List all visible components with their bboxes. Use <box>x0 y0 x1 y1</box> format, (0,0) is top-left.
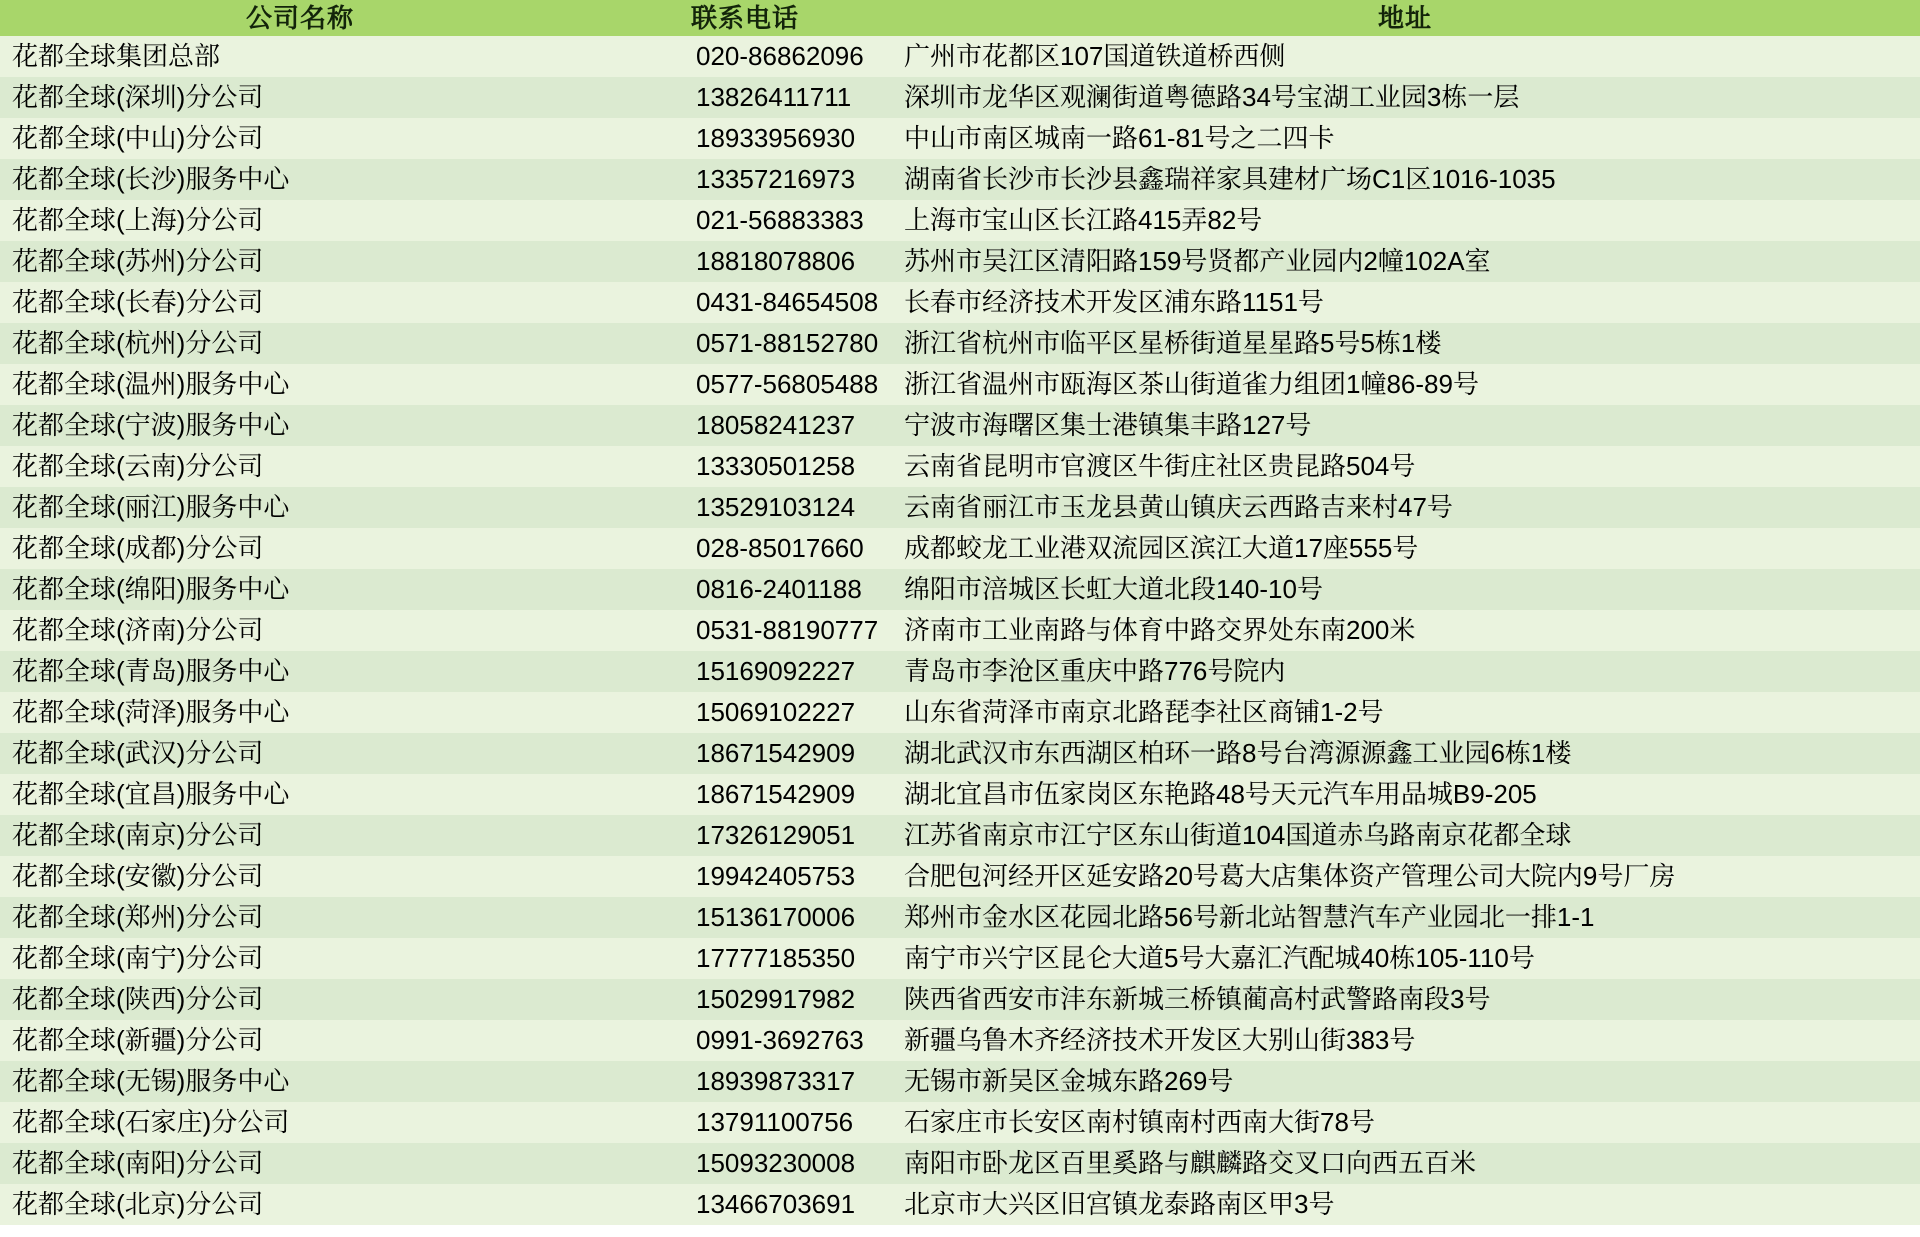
address-text: 云南省丽江市玉龙县黄山镇庆云西路吉来村47号 <box>904 492 1453 522</box>
company-name-text: 花都全球(陕西)分公司 <box>12 984 264 1014</box>
company-name-text: 花都全球(郑州)分公司 <box>12 902 264 932</box>
cell-company-name <box>0 159 600 200</box>
cell-address <box>890 774 1920 815</box>
table-row <box>0 323 1920 364</box>
cell-company-name <box>0 1184 600 1225</box>
cell-phone <box>600 733 890 774</box>
company-name-text: 花都全球(长春)分公司 <box>12 287 264 317</box>
address-text: 石家庄市长安区南村镇南村西南大街78号 <box>904 1107 1375 1137</box>
phone-text: 15029917982 <box>696 984 856 1014</box>
company-name-text: 花都全球(宁波)服务中心 <box>12 410 290 440</box>
company-name-text: 花都全球(深圳)分公司 <box>12 82 264 112</box>
cell-address <box>890 487 1920 528</box>
cell-company-name <box>0 979 600 1020</box>
company-name-text: 花都全球(武汉)分公司 <box>12 738 264 768</box>
address-text: 北京市大兴区旧宫镇龙泰路南区甲3号 <box>904 1189 1335 1219</box>
cell-phone <box>600 815 890 856</box>
address-text: 江苏省南京市江宁区东山街道104国道赤乌路南京花都全球 <box>904 820 1572 850</box>
phone-text: 18671542909 <box>696 779 856 809</box>
company-name-text: 花都全球(中山)分公司 <box>12 123 264 153</box>
cell-company-name <box>0 1143 600 1184</box>
cell-company-name <box>0 241 600 282</box>
table-row <box>0 1184 1920 1225</box>
cell-phone <box>600 446 890 487</box>
table-row <box>0 159 1920 200</box>
cell-address <box>890 118 1920 159</box>
cell-company-name <box>0 487 600 528</box>
cell-address <box>890 36 1920 77</box>
cell-company-name <box>0 774 600 815</box>
cell-company-name <box>0 815 600 856</box>
cell-company-name <box>0 569 600 610</box>
company-name-text: 花都全球集团总部 <box>12 41 221 71</box>
company-name-text: 花都全球(宜昌)服务中心 <box>12 779 290 809</box>
cell-company-name <box>0 200 600 241</box>
cell-phone <box>600 856 890 897</box>
cell-company-name <box>0 446 600 487</box>
cell-address <box>890 815 1920 856</box>
cell-phone <box>600 528 890 569</box>
phone-text: 19942405753 <box>696 861 856 891</box>
address-text: 成都蛟龙工业港双流园区滨江大道17座555号 <box>904 533 1419 563</box>
cell-company-name <box>0 118 600 159</box>
address-text: 宁波市海曙区集士港镇集丰路127号 <box>904 410 1312 440</box>
table-row <box>0 733 1920 774</box>
phone-text: 18671542909 <box>696 738 856 768</box>
table-row <box>0 897 1920 938</box>
table-row <box>0 241 1920 282</box>
company-name-text: 花都全球(温州)服务中心 <box>12 369 290 399</box>
cell-phone <box>600 569 890 610</box>
phone-text: 15069102227 <box>696 697 856 727</box>
company-name-text: 花都全球(上海)分公司 <box>12 205 264 235</box>
address-text: 广州市花都区107国道铁道桥西侧 <box>904 41 1286 71</box>
phone-text: 18058241237 <box>696 410 856 440</box>
table-row <box>0 364 1920 405</box>
cell-company-name <box>0 364 600 405</box>
cell-address <box>890 282 1920 323</box>
table-row <box>0 200 1920 241</box>
company-name-text: 花都全球(青岛)服务中心 <box>12 656 290 686</box>
phone-text: 13330501258 <box>696 451 856 481</box>
company-name-text: 花都全球(石家庄)分公司 <box>12 1107 290 1137</box>
cell-address <box>890 569 1920 610</box>
address-text: 合肥包河经开区延安路20号葛大店集体资产管理公司大院内9号厂房 <box>904 861 1676 891</box>
company-name-text: 花都全球(南宁)分公司 <box>12 943 264 973</box>
cell-company-name <box>0 323 600 364</box>
address-text: 青岛市李沧区重庆中路776号院内 <box>904 656 1286 686</box>
address-text: 浙江省温州市瓯海区茶山街道雀力组团1幢86-89号 <box>904 369 1479 399</box>
cell-company-name <box>0 282 600 323</box>
cell-address <box>890 528 1920 569</box>
cell-company-name <box>0 405 600 446</box>
cell-company-name <box>0 897 600 938</box>
address-text: 无锡市新吴区金城东路269号 <box>904 1066 1234 1096</box>
cell-address <box>890 979 1920 1020</box>
address-text: 湖北宜昌市伍家岗区东艳路48号天元汽车用品城B9-205 <box>904 779 1537 809</box>
cell-address <box>890 405 1920 446</box>
cell-phone <box>600 692 890 733</box>
cell-phone <box>600 323 890 364</box>
table-row <box>0 569 1920 610</box>
phone-text: 0571-88152780 <box>696 328 879 358</box>
cell-address <box>890 364 1920 405</box>
company-name-text: 花都全球(无锡)服务中心 <box>12 1066 290 1096</box>
cell-phone <box>600 200 890 241</box>
table-body <box>0 36 1920 1225</box>
cell-company-name <box>0 938 600 979</box>
phone-text: 13791100756 <box>696 1107 854 1137</box>
cell-phone <box>600 938 890 979</box>
cell-phone <box>600 610 890 651</box>
phone-text: 13529103124 <box>696 492 856 522</box>
table-row <box>0 528 1920 569</box>
table-row <box>0 282 1920 323</box>
table-row <box>0 446 1920 487</box>
table-row <box>0 815 1920 856</box>
phone-text: 18818078806 <box>696 246 856 276</box>
phone-text: 17326129051 <box>696 820 856 850</box>
table-row <box>0 938 1920 979</box>
cell-address <box>890 692 1920 733</box>
address-text: 上海市宝山区长江路415弄82号 <box>904 205 1263 235</box>
phone-text: 0816-2401188 <box>696 574 862 604</box>
phone-text: 028-85017660 <box>696 533 864 563</box>
cell-address <box>890 651 1920 692</box>
cell-address <box>890 856 1920 897</box>
address-text: 济南市工业南路与体育中路交界处东南200米 <box>904 615 1416 645</box>
table-row <box>0 774 1920 815</box>
address-text: 南阳市卧龙区百里奚路与麒麟路交叉口向西五百米 <box>904 1148 1477 1178</box>
address-text: 绵阳市涪城区长虹大道北段140-10号 <box>904 574 1323 604</box>
phone-text: 17777185350 <box>696 943 856 973</box>
column-header-company-name: 公司名称 <box>0 0 600 36</box>
address-text: 浙江省杭州市临平区星桥街道星星路5号5栋1楼 <box>904 328 1442 358</box>
table-row <box>0 118 1920 159</box>
cell-address <box>890 1020 1920 1061</box>
address-text: 深圳市龙华区观澜街道粤德路34号宝湖工业园3栋一层 <box>904 82 1520 112</box>
cell-phone <box>600 897 890 938</box>
cell-address <box>890 1102 1920 1143</box>
cell-address <box>890 200 1920 241</box>
phone-text: 0431-84654508 <box>696 287 879 317</box>
company-name-text: 花都全球(绵阳)服务中心 <box>12 574 290 604</box>
cell-address <box>890 610 1920 651</box>
cell-company-name <box>0 610 600 651</box>
company-name-text: 花都全球(南阳)分公司 <box>12 1148 264 1178</box>
cell-phone <box>600 118 890 159</box>
table-row <box>0 979 1920 1020</box>
cell-phone <box>600 774 890 815</box>
address-text: 新疆乌鲁木齐经济技术开发区大别山街383号 <box>904 1025 1416 1055</box>
cell-address <box>890 77 1920 118</box>
address-text: 郑州市金水区花园北路56号新北站智慧汽车产业园北一排1-1 <box>904 902 1595 932</box>
address-text: 湖北武汉市东西湖区柏环一路8号台湾源源鑫工业园6栋1楼 <box>904 738 1572 768</box>
company-name-text: 花都全球(丽江)服务中心 <box>12 492 290 522</box>
cell-company-name <box>0 1102 600 1143</box>
cell-company-name <box>0 528 600 569</box>
address-text: 湖南省长沙市长沙县鑫瑞祥家具建材广场C1区1016-1035 <box>904 164 1556 194</box>
cell-company-name <box>0 36 600 77</box>
cell-address <box>890 241 1920 282</box>
table-header-row <box>0 0 1920 36</box>
address-text: 山东省菏泽市南京北路琵李社区商铺1-2号 <box>904 697 1384 727</box>
address-text: 长春市经济技术开发区浦东路1151号 <box>904 287 1324 317</box>
company-name-text: 花都全球(长沙)服务中心 <box>12 164 290 194</box>
cell-phone <box>600 1184 890 1225</box>
phone-text: 15136170006 <box>696 902 856 932</box>
phone-text: 0991-3692763 <box>696 1025 864 1055</box>
phone-text: 021-56883383 <box>696 205 864 235</box>
cell-address <box>890 323 1920 364</box>
table-row <box>0 1020 1920 1061</box>
address-text: 陕西省西安市沣东新城三桥镇蔺高村武警路南段3号 <box>904 984 1491 1014</box>
cell-phone <box>600 405 890 446</box>
company-name-text: 花都全球(南京)分公司 <box>12 820 264 850</box>
table-row <box>0 1061 1920 1102</box>
cell-address <box>890 733 1920 774</box>
column-header-address: 地址 <box>890 0 1920 36</box>
cell-company-name <box>0 1020 600 1061</box>
address-text: 南宁市兴宁区昆仑大道5号大嘉汇汽配城40栋105-110号 <box>904 943 1535 973</box>
table-row <box>0 610 1920 651</box>
cell-phone <box>600 77 890 118</box>
phone-text: 020-86862096 <box>696 41 864 71</box>
table-row <box>0 1102 1920 1143</box>
cell-phone <box>600 1020 890 1061</box>
cell-phone <box>600 282 890 323</box>
cell-phone <box>600 159 890 200</box>
cell-phone <box>600 364 890 405</box>
phone-text: 18939873317 <box>696 1066 856 1096</box>
cell-address <box>890 446 1920 487</box>
cell-address <box>890 938 1920 979</box>
company-name-text: 花都全球(杭州)分公司 <box>12 328 264 358</box>
cell-address <box>890 159 1920 200</box>
cell-company-name <box>0 651 600 692</box>
table-row <box>0 405 1920 446</box>
address-text: 中山市南区城南一路61-81号之二四卡 <box>904 123 1335 153</box>
phone-text: 13466703691 <box>696 1189 856 1219</box>
cell-company-name <box>0 692 600 733</box>
cell-phone <box>600 1102 890 1143</box>
cell-phone <box>600 1061 890 1102</box>
phone-text: 0577-56805488 <box>696 369 879 399</box>
column-header-phone: 联系电话 <box>600 0 890 36</box>
cell-phone <box>600 241 890 282</box>
cell-company-name <box>0 733 600 774</box>
phone-text: 0531-88190777 <box>696 615 879 645</box>
phone-text: 18933956930 <box>696 123 856 153</box>
company-name-text: 花都全球(云南)分公司 <box>12 451 264 481</box>
table-row <box>0 692 1920 733</box>
cell-phone <box>600 487 890 528</box>
phone-text: 13357216973 <box>696 164 856 194</box>
company-name-text: 花都全球(菏泽)服务中心 <box>12 697 290 727</box>
phone-text: 15169092227 <box>696 656 856 686</box>
table-row <box>0 36 1920 77</box>
company-name-text: 花都全球(成都)分公司 <box>12 533 264 563</box>
address-text: 苏州市吴江区清阳路159号贤都产业园内2幢102A室 <box>904 246 1491 276</box>
table-row <box>0 487 1920 528</box>
cell-address <box>890 1184 1920 1225</box>
cell-phone <box>600 979 890 1020</box>
company-name-text: 花都全球(苏州)分公司 <box>12 246 264 276</box>
company-name-text: 花都全球(安徽)分公司 <box>12 861 264 891</box>
cell-company-name <box>0 856 600 897</box>
cell-company-name <box>0 77 600 118</box>
cell-address <box>890 1061 1920 1102</box>
cell-phone <box>600 1143 890 1184</box>
phone-text: 13826411711 <box>696 82 852 112</box>
company-name-text: 花都全球(北京)分公司 <box>12 1189 264 1219</box>
phone-text: 15093230008 <box>696 1148 856 1178</box>
cell-phone <box>600 651 890 692</box>
table-header <box>0 0 1920 36</box>
table-row <box>0 856 1920 897</box>
company-name-text: 花都全球(新疆)分公司 <box>12 1025 264 1055</box>
cell-phone <box>600 36 890 77</box>
cell-address <box>890 897 1920 938</box>
cell-company-name <box>0 1061 600 1102</box>
cell-address <box>890 1143 1920 1184</box>
table-row <box>0 651 1920 692</box>
table-row <box>0 1143 1920 1184</box>
address-text: 云南省昆明市官渡区牛街庄社区贵昆路504号 <box>904 451 1416 481</box>
company-name-text: 花都全球(济南)分公司 <box>12 615 264 645</box>
table-row <box>0 77 1920 118</box>
